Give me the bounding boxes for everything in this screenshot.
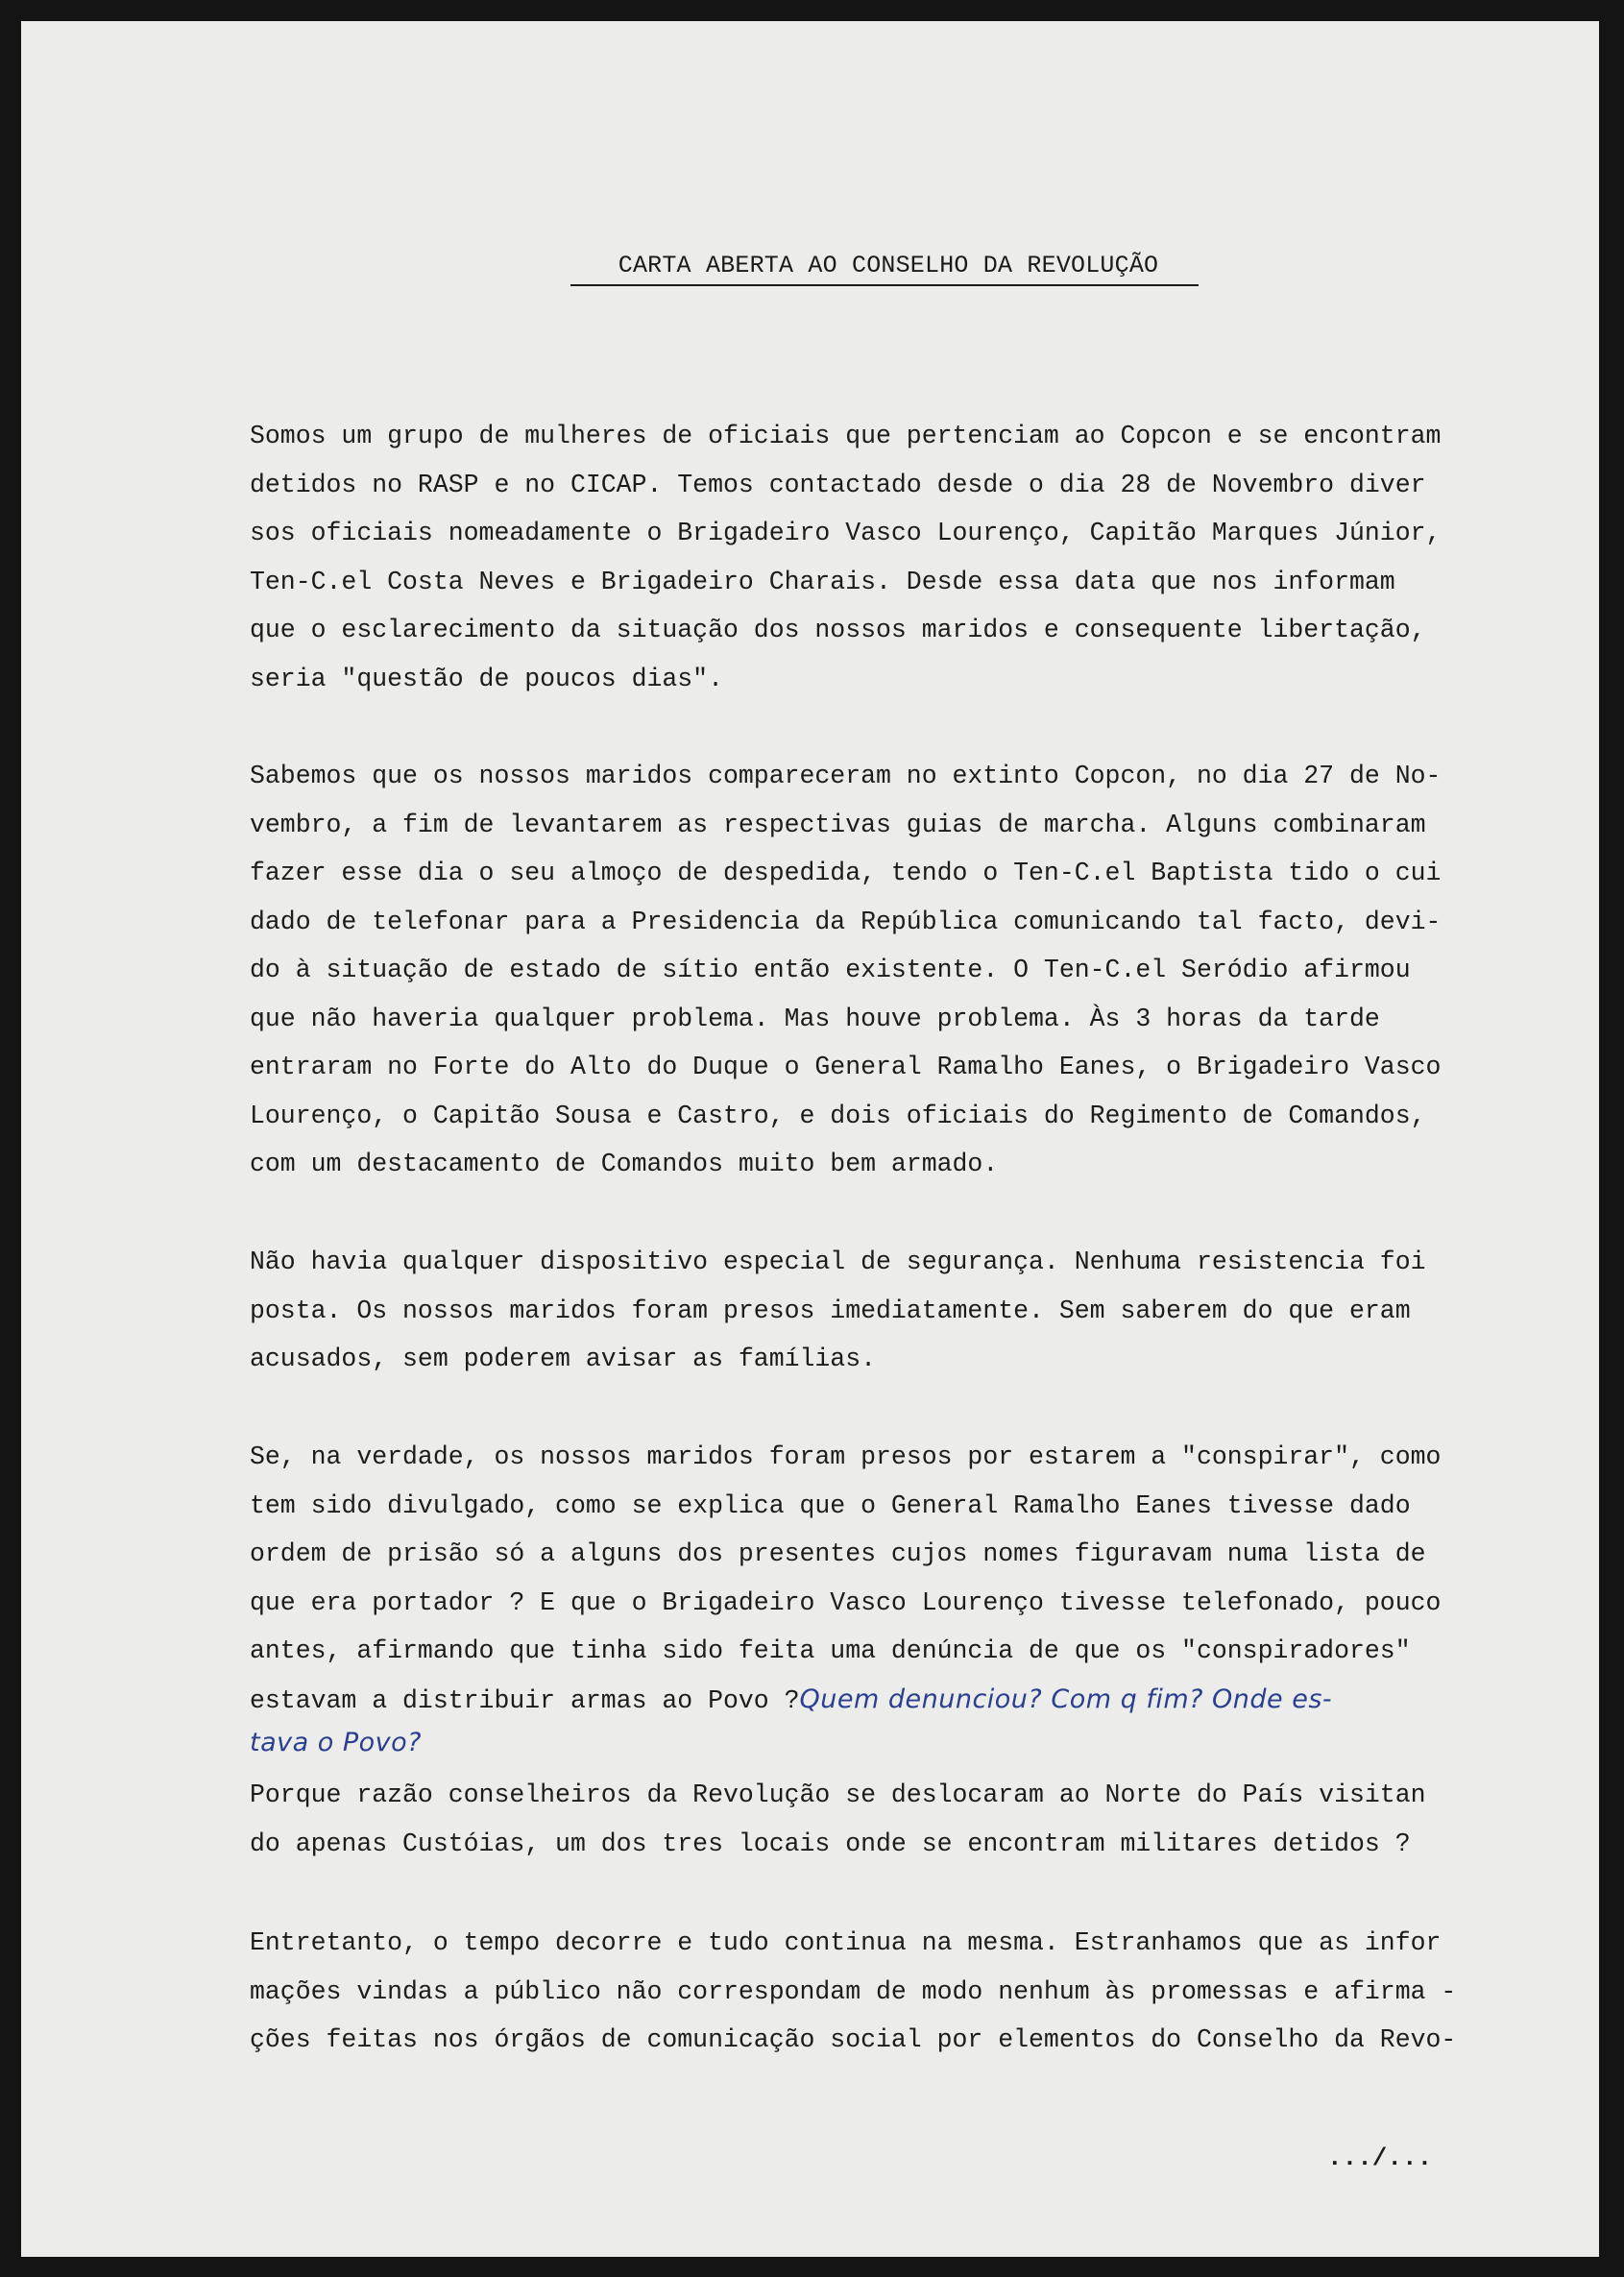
text-line: que era portador ? E que o Brigadeiro Vasco Lourenço tivesse telefonado, pouco (250, 1587, 1442, 1617)
text-segment: estavam a distribuir armas ao Povo ? (250, 1685, 800, 1715)
text-line: Lourenço, o Capitão Sousa e Castro, e dois oficiais do Regimento de Comandos, (250, 1101, 1426, 1130)
continuation-marker: .../... (1327, 2144, 1433, 2172)
title-underline (570, 284, 1199, 286)
text-line: com um destacamento de Comandos muito bem armado. (250, 1150, 999, 1178)
text-line: ções feitas nos órgãos de comunicação social por elementos do Conselho da Revo- (250, 2025, 1457, 2054)
text-line: mações vindas a público não correspondam de modo nenhum às promessas e afirma - (250, 1976, 1457, 2006)
text-line: ordem de prisão só a alguns dos presentes cujos nomes figuravam numa lista de (250, 1539, 1426, 1568)
text-line: antes, afirmando que tinha sido feita uma denúncia de que os "conspiradores" (250, 1636, 1411, 1665)
document-page (21, 21, 1599, 2257)
handwritten-annotation: Quem denunciou? Com q fim? Onde es- (799, 1684, 1333, 1714)
document-title: CARTA ABERTA AO CONSELHO DA REVOLUÇÃO (618, 252, 1159, 279)
text-line: dado de telefonar para a Presidencia da República comunicando tal facto, devi- (250, 907, 1442, 936)
text-line: fazer esse dia o seu almoço de despedida, tendo o Ten-C.el Baptista tido o cui (250, 859, 1442, 887)
text-line: que o esclarecimento da situação dos nossos maridos e consequente libertação, (250, 616, 1426, 644)
text-line: do à situação de estado de sítio então existente. O Ten-C.el Seródio afirmou (250, 956, 1411, 984)
text-line: Sabemos que os nossos maridos compareceram no extinto Copcon, no dia 27 de No- (250, 762, 1442, 790)
text-line: sos oficiais nomeadamente o Brigadeiro Vasco Lourenço, Capitão Marques Júnior, (250, 519, 1442, 547)
text-line: posta. Os nossos maridos foram presos imediatamente. Sem saberem do que eram (250, 1296, 1411, 1325)
text-line: Porque razão conselheiros da Revolução se deslocaram ao Norte do País visitan (250, 1780, 1426, 1809)
text-line: que não haveria qualquer problema. Mas houve problema. Às 3 horas da tarde (250, 1004, 1380, 1033)
text-line: acusados, sem poderem avisar as famílias. (250, 1344, 877, 1373)
text-line: Somos um grupo de mulheres de oficiais que pertenciam ao Copcon e se encontram (250, 422, 1442, 450)
text-line: Não havia qualquer dispositivo especial de segurança. Nenhuma resistencia foi (250, 1248, 1426, 1276)
handwritten-annotation-continued: tava o Povo? (250, 1728, 422, 1757)
text-line: detidos no RASP e no CICAP. Temos contactado desde o dia 28 de Novembro diver (250, 470, 1426, 499)
paragraph-5 (250, 1771, 1426, 1868)
text-line: entraram no Forte do Alto do Duque o General Ramalho Eanes, o Brigadeiro Vasco (250, 1053, 1442, 1081)
paragraph-1 (250, 412, 1441, 703)
text-line: Se, na verdade, os nossos maridos foram presos por estarem a "conspirar", como (250, 1442, 1442, 1471)
paragraph-6 (250, 1919, 1456, 2065)
paragraph-4 (250, 1433, 1441, 1762)
paragraph-3 (250, 1238, 1426, 1384)
text-line: Entretanto, o tempo decorre e tudo continua na mesma. Estranhamos que as infor (250, 1928, 1442, 1957)
paragraph-2 (250, 752, 1441, 1189)
text-line: vembro, a fim de levantarem as respectivas guias de marcha. Alguns combinaram (250, 810, 1426, 839)
text-line (250, 1676, 1441, 1725)
text-line: do apenas Custóias, um dos tres locais onde se encontram militares detidos ? (250, 1829, 1411, 1858)
text-line: tem sido divulgado, como se explica que o General Ramalho Eanes tivesse dado (250, 1490, 1411, 1520)
text-line: Ten-C.el Costa Neves e Brigadeiro Charais. Desde essa data que nos informam (250, 567, 1395, 596)
text-line: seria "questão de poucos dias". (250, 664, 723, 693)
